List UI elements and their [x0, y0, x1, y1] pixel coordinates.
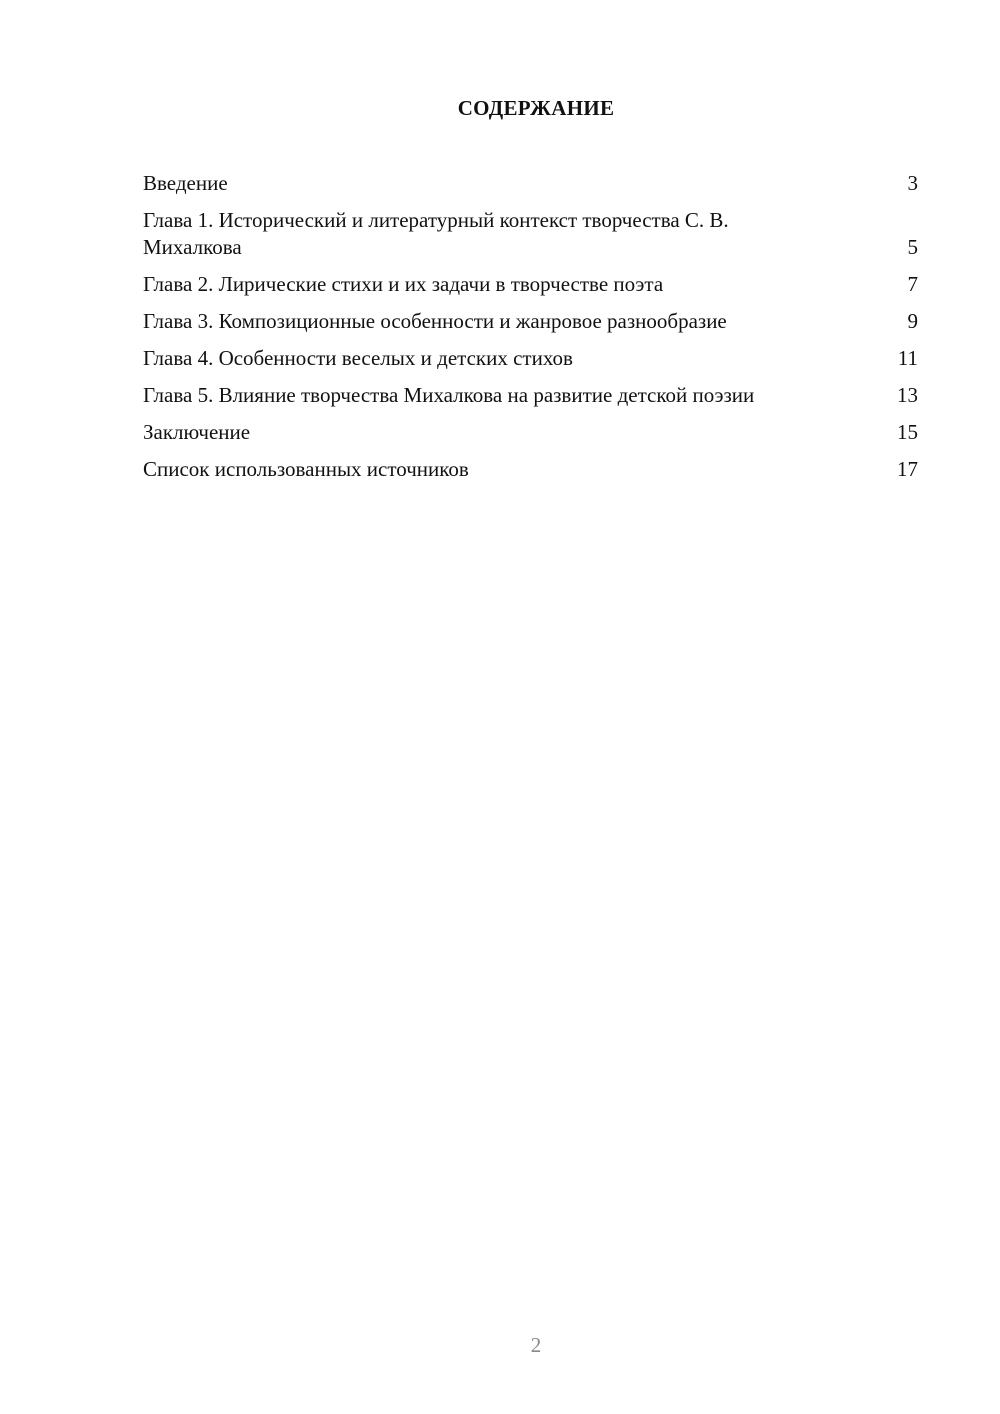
toc-entry-chapter-4	[143, 345, 918, 372]
toc-entry-chapter-3	[143, 308, 918, 335]
toc-entry-page: 3	[907, 171, 918, 195]
toc-entry-page: 5	[907, 235, 918, 259]
toc-entry-page: 7	[907, 272, 918, 296]
toc-entry-page: 11	[897, 346, 918, 370]
toc-entry-text: Глава 1. Исторический и литературный контекст творчества С. В. Михалкова	[143, 208, 729, 259]
toc-entry-text: Глава 4. Особенности веселых и детских стихов	[143, 346, 573, 370]
toc-entry-references	[143, 456, 918, 483]
toc-entry-text: Глава 5. Влияние творчества Михалкова на развитие детской поэзии	[143, 383, 755, 407]
toc-entry-chapter-5	[143, 382, 918, 409]
toc-entry-page: 17	[897, 457, 918, 481]
toc-entry-page: 15	[897, 420, 918, 444]
toc-entry-introduction	[143, 170, 918, 197]
toc-entry-text: Глава 3. Композиционные особенности и жанровое разнообразие	[143, 309, 727, 333]
toc-entry-text: Глава 2. Лирические стихи и их задачи в творчестве поэта	[143, 272, 664, 296]
toc-title: СОДЕРЖАНИЕ	[457, 96, 615, 120]
page-number: 2	[530, 1333, 542, 1357]
toc-entry-page: 13	[897, 383, 918, 407]
toc-entry-text: Список использованных источников	[143, 457, 469, 481]
toc-entry-page: 9	[907, 309, 918, 333]
toc-entry-text: Введение	[143, 171, 228, 195]
toc-list	[143, 170, 918, 493]
toc-entry-conclusion	[143, 419, 918, 446]
toc-entry-chapter-1	[143, 207, 918, 261]
toc-entry-chapter-2	[143, 271, 918, 298]
toc-entry-text: Заключение	[143, 420, 251, 444]
